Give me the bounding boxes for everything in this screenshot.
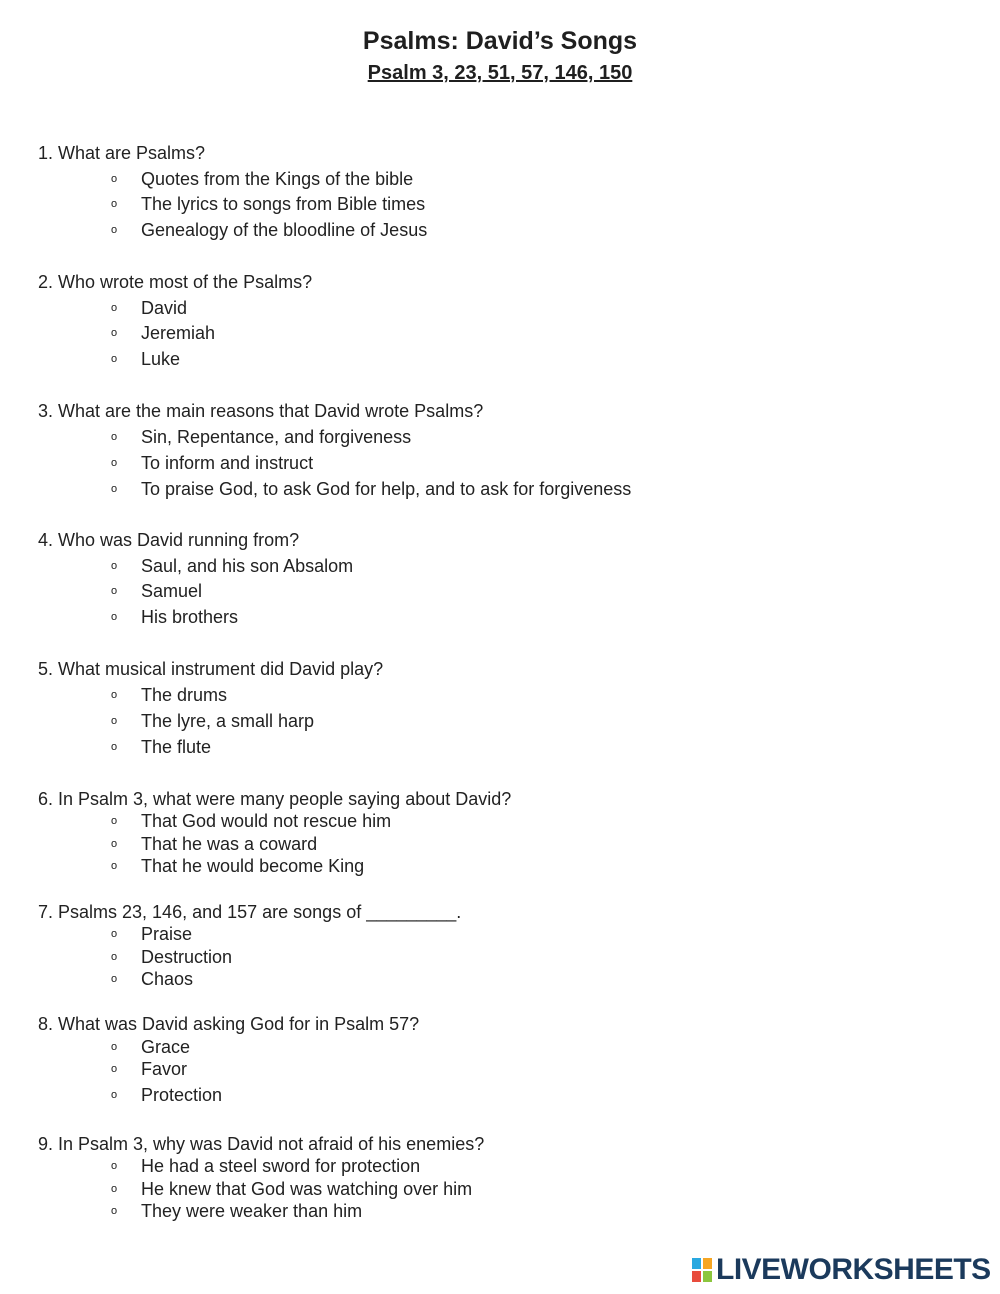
question-4: 4. Who was David running from? xyxy=(38,530,300,550)
option-label: Saul, and his son Absalom xyxy=(141,556,354,576)
option-bullet-icon[interactable]: o xyxy=(111,483,118,496)
option-label: Chaos xyxy=(141,969,194,989)
option-label: Luke xyxy=(141,349,181,369)
option-bullet-icon[interactable]: o xyxy=(111,560,118,573)
option-bullet-icon[interactable]: o xyxy=(111,815,118,828)
question-2: 2. Who wrote most of the Psalms? xyxy=(38,272,313,292)
option-label: That God would not rescue him xyxy=(141,811,392,831)
option-bullet-icon[interactable]: o xyxy=(111,353,118,366)
option-4b[interactable] xyxy=(111,580,202,603)
option-bullet-icon[interactable]: o xyxy=(111,431,118,444)
option-label: They were weaker than him xyxy=(141,1201,363,1221)
option-label: The flute xyxy=(141,737,212,757)
option-9c[interactable] xyxy=(111,1200,362,1223)
page-subtitle: Psalm 3, 23, 51, 57, 146, 150 xyxy=(367,62,633,84)
liveworksheets-logo-text: LIVEWORKSHEETS xyxy=(716,1253,991,1286)
option-bullet-icon[interactable]: o xyxy=(111,1089,118,1102)
option-4c[interactable] xyxy=(111,606,238,629)
option-6c[interactable] xyxy=(111,855,364,878)
option-8c[interactable] xyxy=(111,1084,222,1107)
option-5a[interactable] xyxy=(111,684,227,707)
liveworksheets-logo xyxy=(692,1255,991,1285)
option-8b[interactable] xyxy=(111,1058,187,1081)
option-bullet-icon[interactable]: o xyxy=(111,1160,118,1173)
question-9: 9. In Psalm 3, why was David not afraid of his enemies? xyxy=(38,1134,485,1154)
option-9a[interactable] xyxy=(111,1155,420,1178)
option-2b[interactable] xyxy=(111,322,215,345)
option-label: He had a steel sword for protection xyxy=(141,1156,421,1176)
option-bullet-icon[interactable]: o xyxy=(111,224,118,237)
option-2a[interactable] xyxy=(111,297,187,320)
option-label: The lyrics to songs from Bible times xyxy=(141,194,426,214)
option-label: The drums xyxy=(141,685,228,705)
option-6a[interactable] xyxy=(111,810,391,833)
option-label: The lyre, a small harp xyxy=(141,711,315,731)
option-7a[interactable] xyxy=(111,923,192,946)
option-label: Praise xyxy=(141,924,193,944)
option-label: He knew that God was watching over him xyxy=(141,1179,473,1199)
option-bullet-icon[interactable]: o xyxy=(111,173,118,186)
option-7c[interactable] xyxy=(111,968,193,991)
option-bullet-icon[interactable]: o xyxy=(111,973,118,986)
option-9b[interactable] xyxy=(111,1178,472,1201)
option-bullet-icon[interactable]: o xyxy=(111,611,118,624)
question-7: 7. Psalms 23, 146, and 157 are songs of _________. xyxy=(38,902,462,922)
option-bullet-icon[interactable]: o xyxy=(111,1205,118,1218)
option-label: Quotes from the Kings of the bible xyxy=(141,169,414,189)
option-label: Protection xyxy=(141,1085,223,1105)
option-label: Favor xyxy=(141,1059,188,1079)
option-bullet-icon[interactable]: o xyxy=(111,1183,118,1196)
option-label: Grace xyxy=(141,1037,191,1057)
option-label: David xyxy=(141,298,188,318)
option-label: Jeremiah xyxy=(141,323,216,343)
option-2c[interactable] xyxy=(111,348,180,371)
question-1: 1. What are Psalms? xyxy=(38,143,206,163)
option-bullet-icon[interactable]: o xyxy=(111,457,118,470)
option-label: That he was a coward xyxy=(141,834,318,854)
option-bullet-icon[interactable]: o xyxy=(111,860,118,873)
liveworksheets-logo-icon xyxy=(692,1257,714,1283)
option-bullet-icon[interactable]: o xyxy=(111,951,118,964)
option-label: To inform and instruct xyxy=(141,453,314,473)
question-5: 5. What musical instrument did David play? xyxy=(38,659,384,679)
option-bullet-icon[interactable]: o xyxy=(111,585,118,598)
option-bullet-icon[interactable]: o xyxy=(111,741,118,754)
option-label: Destruction xyxy=(141,947,233,967)
option-label: To praise God, to ask God for help, and to ask for forgiveness xyxy=(141,479,632,499)
question-6: 6. In Psalm 3, what were many people saying about David? xyxy=(38,789,512,809)
option-7b[interactable] xyxy=(111,946,232,969)
option-bullet-icon[interactable]: o xyxy=(111,302,118,315)
question-3: 3. What are the main reasons that David wrote Psalms? xyxy=(38,401,484,421)
option-5c[interactable] xyxy=(111,736,211,759)
option-label: That he would become King xyxy=(141,856,365,876)
option-bullet-icon[interactable]: o xyxy=(111,327,118,340)
page-title: Psalms: David’s Songs xyxy=(362,27,638,55)
option-5b[interactable] xyxy=(111,710,314,733)
option-bullet-icon[interactable]: o xyxy=(111,1063,118,1076)
option-1c[interactable] xyxy=(111,219,427,242)
option-1b[interactable] xyxy=(111,193,425,216)
option-label: Sin, Repentance, and forgiveness xyxy=(141,427,412,447)
option-bullet-icon[interactable]: o xyxy=(111,198,118,211)
option-3c[interactable] xyxy=(111,478,631,501)
option-bullet-icon[interactable]: o xyxy=(111,928,118,941)
option-8a[interactable] xyxy=(111,1036,190,1059)
option-label: Genealogy of the bloodline of Jesus xyxy=(141,220,428,240)
option-6b[interactable] xyxy=(111,833,317,856)
option-label: His brothers xyxy=(141,607,239,627)
option-1a[interactable] xyxy=(111,168,413,191)
option-3b[interactable] xyxy=(111,452,313,475)
option-bullet-icon[interactable]: o xyxy=(111,715,118,728)
question-8: 8. What was David asking God for in Psalm 57? xyxy=(38,1014,420,1034)
option-3a[interactable] xyxy=(111,426,411,449)
option-label: Samuel xyxy=(141,581,203,601)
option-bullet-icon[interactable]: o xyxy=(111,838,118,851)
option-4a[interactable] xyxy=(111,555,353,578)
option-bullet-icon[interactable]: o xyxy=(111,689,118,702)
option-bullet-icon[interactable]: o xyxy=(111,1041,118,1054)
